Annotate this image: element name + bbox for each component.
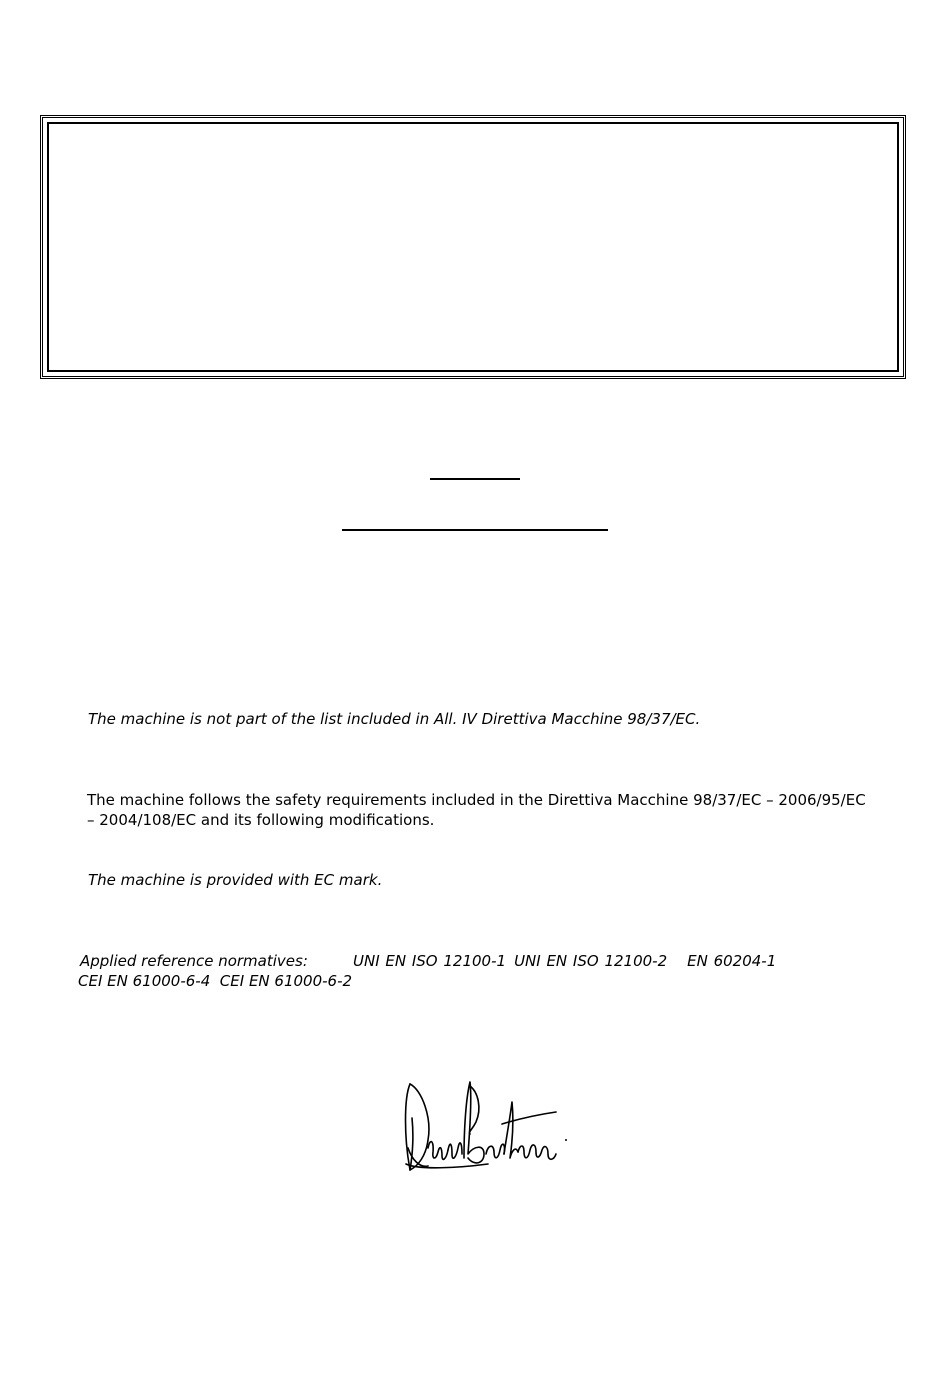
normative-item: UNI EN ISO 12100-2 [514,952,668,970]
normatives-line-2 [78,971,352,991]
normative-item: CEI EN 61000-6-4 [78,972,211,990]
normatives-label: Applied reference normatives: [80,952,308,970]
normative-item: UNI EN ISO 12100-1 [353,952,507,970]
title-underline-long [342,529,608,531]
not-in-list-statement: The machine is not part of the list included in All. IV Direttiva Macchine 98/37/EC. [88,710,701,728]
normative-item: EN 60204-1 [687,952,777,970]
header-frame [40,115,906,379]
handwritten-signature-icon [398,1078,570,1178]
title-underline-short [430,478,520,480]
header-frame-inner-border [47,122,899,372]
safety-requirements-statement: The machine follows the safety requirements included in the Direttiva Macchine 98/37/EC – 2006/95/EC – 2004/108/EC and its following modifications. [87,791,866,829]
normative-item: CEI EN 61000-6-2 [219,972,353,990]
normatives-line-1 [353,951,776,971]
ec-mark-statement: The machine is provided with EC mark. [88,871,383,889]
